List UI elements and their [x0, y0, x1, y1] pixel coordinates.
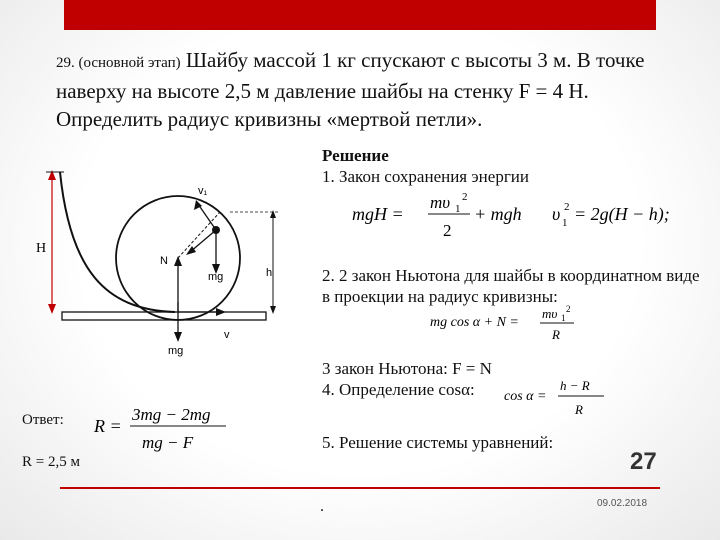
svg-text:mg − F: mg − F — [142, 433, 194, 452]
energy-formula — [352, 186, 692, 242]
answer-value: R = 2,5 м — [22, 454, 80, 470]
svg-text:R: R — [552, 327, 560, 342]
label-mg-lower: mg — [168, 345, 184, 357]
svg-text:cos α =: cos α = — [504, 389, 547, 404]
svg-text:mυ: mυ — [430, 193, 451, 212]
slide-date: 09.02.2018 — [597, 498, 648, 509]
label-h: h — [266, 267, 273, 279]
svg-text:mg cos α + N =: mg cos α + N = — [430, 315, 519, 330]
solution-title: Решение — [322, 146, 389, 165]
svg-text:2: 2 — [462, 191, 468, 203]
loop-diagram — [30, 160, 290, 360]
label-v1: v₁ — [198, 185, 208, 197]
top-accent-bar — [64, 0, 656, 30]
svg-text:2: 2 — [566, 304, 571, 314]
svg-text:2: 2 — [564, 201, 570, 213]
problem-statement — [56, 46, 696, 133]
problem-text: Шайбу массой 1 кг спускают с высоты 3 м. В точке наверху на высоте 2,5 м давление шайбы на стенку F = 4 Н. Определить радиус кривизны «мертвой петли». — [56, 48, 645, 131]
svg-text:= 2g(H − h);: = 2g(H − h); — [574, 204, 670, 224]
svg-text:R =: R = — [94, 416, 122, 436]
solution-step-3: 3 закон Ньютона: F = N — [322, 359, 492, 378]
svg-text:R: R — [575, 402, 583, 417]
solution-step-1: 1. Закон сохранения энергии — [322, 167, 529, 186]
answer-label: Ответ: — [22, 412, 64, 428]
label-v: v — [224, 329, 230, 341]
svg-text:mυ: mυ — [542, 306, 558, 321]
answer-formula — [94, 398, 234, 458]
svg-text:υ: υ — [552, 204, 561, 224]
page-number: 27 — [630, 448, 657, 475]
svg-text:1: 1 — [561, 313, 566, 323]
svg-text:mgH =: mgH = — [352, 204, 404, 224]
svg-text:1: 1 — [455, 203, 461, 215]
solution-step-2: 2. 2 закон Ньютона для шайбы в координатном виде в проекции на радиус кривизны: — [322, 266, 700, 306]
bottom-accent-line — [60, 487, 660, 489]
cos-formula — [504, 378, 614, 424]
problem-number: 29. (основной этап) — [56, 55, 181, 71]
svg-text:1: 1 — [562, 217, 568, 229]
solution-step-5: 5. Решение системы уравнений: — [322, 433, 554, 452]
svg-text:2: 2 — [443, 221, 452, 240]
newton-formula — [430, 304, 590, 346]
solution-step-4: 4. Определение cosα: — [322, 380, 475, 399]
dot-mark: . — [320, 498, 324, 515]
label-mg-upper: mg — [208, 271, 224, 283]
label-H: H — [36, 241, 47, 256]
label-N: N — [160, 255, 168, 267]
svg-text:3mg − 2mg: 3mg − 2mg — [132, 405, 211, 424]
svg-text:+ mgh: + mgh — [474, 204, 522, 224]
svg-text:h − R: h − R — [560, 378, 590, 393]
